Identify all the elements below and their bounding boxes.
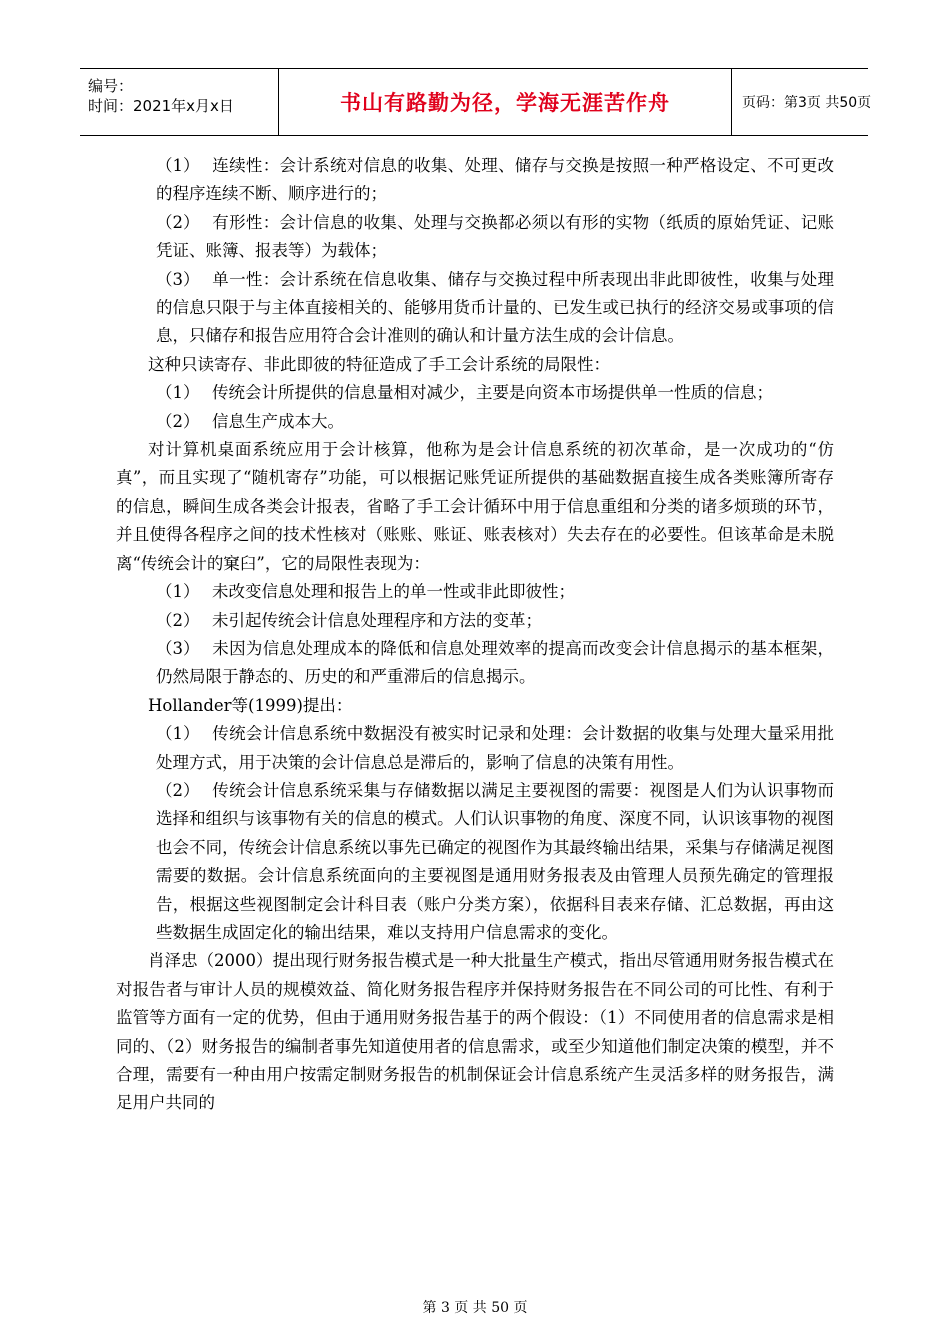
list-item [116,578,834,606]
list-item-text: 未改变信息处理和报告上的单一性或非此即彼性； [212,582,575,602]
body-paragraph: 这种只读寄存、非此即彼的特征造成了手工会计系统的局限性： [148,354,610,374]
list-item-number: （3） [156,638,200,658]
list-item [116,777,834,947]
list-item [116,720,834,777]
list-item [116,152,834,209]
list-item [116,266,834,351]
list-item-number: （2） [156,780,200,800]
list-item-text: 未因为信息处理成本的降低和信息处理效率的提高而改变会计信息揭示的基本框架，仍然局限于静态的、历史的和严重滞后的信息揭示。 [156,638,834,687]
page-header [80,68,872,136]
list-item-number: （2） [156,411,200,431]
page-footer: 第 3 页 共 50 页 [422,1300,528,1316]
list-item [116,408,834,436]
header-meta [80,69,278,135]
list-item [116,635,834,692]
list-item-text: 信息生产成本大。 [212,411,344,431]
list-item-text: 有形性：会计信息的收集、处理与交换都必须以有形的实物（纸质的原始凭证、记账凭证、账簿、报表等）为载体； [156,212,834,261]
list-item-number: （1） [156,724,200,744]
time-label: 时间：2021年x月x日 [88,97,234,115]
header-page-info [732,69,872,135]
list-item-number: （1） [156,383,200,403]
list-item-number: （2） [156,212,200,232]
body-paragraph: 对计算机桌面系统应用于会计核算，他称为是会计信息系统的初次革命，是一次成功的“仿真”，而且实现了“随机寄存”功能，可以根据记账凭证所提供的基础数据直接生成各类账簿所寄存的信息，瞬间生成各类会计报表，省略了手工会计循环中用于信息重组和分类的诸多烦琐的环节，并且使得各程序之间的技术性核对（账账、账证、账表核对）失去存在的必要性。但该革命是未脱离“传统会计的窠臼”，它的局限性表现为： [116,440,834,573]
body-paragraph: Hollander等(1999)提出： [148,695,353,715]
list-item-number: （2） [156,610,200,630]
list-item [116,209,834,266]
list-item-text: 传统会计信息系统中数据没有被实时记录和处理：会计数据的收集与处理大量采用批处理方式，用于决策的会计信息总是滞后的，影响了信息的决策有用性。 [156,724,834,772]
list-item-number: （1） [156,156,200,175]
list-item-number: （1） [156,582,200,602]
serial-label: 编号： [88,77,134,95]
list-item-text: 传统会计所提供的信息量相对减少，主要是向资本市场提供单一性质的信息； [212,383,773,403]
document-body [116,152,834,1118]
motto-text: 书山有路勤为径，学海无涯苦作舟 [340,91,670,115]
list-item-text: 未引起传统会计信息处理程序和方法的变革； [212,610,542,630]
list-item [116,607,834,635]
list-item-number: （3） [156,269,200,289]
page-info-text: 页码：第3页 共50页 [742,95,872,111]
list-item [116,379,834,407]
header-motto-cell [278,69,732,135]
list-item-text: 传统会计信息系统采集与存储数据以满足主要视图的需要：视图是人们为认识事物而选择和组织与该事物有关的信息的模式。人们认识事物的角度、深度不同，认识该事物的视图也会不同，传统会计信息系统以事先已确定的视图作为其最终输出结果，采集与存储满足视图需要的数据。会计信息系统面向的主要视图是通用财务报表及由管理人员预先确定的管理报告，根据这些视图制定会计科目表（账户分类方案），依据科目表来存储、汇总数据，再由这些数据生成固定化的输出结果，难以支持用户信息需求的变化。 [156,780,834,942]
body-paragraph: 肖泽忠（2000）提出现行财务报告模式是一种大批量生产模式，指出尽管通用财务报告模式在对报告者与审计人员的规模效益、简化财务报告程序并保持财务报告在不同公司的可比性、有利于监管等方面有一定的优势，但由于通用财务报告基于的两个假设：（1）不同使用者的信息需求是相同的、（2）财务报告的编制者事先知道使用者的信息需求，或至少知道他们制定决策的模型，并不合理，需要有一种由用户按需定制财务报告的机制保证会计信息系统产生灵活多样的财务报告，满足用户共同的 [116,951,834,1113]
list-item-text: 连续性：会计系统对信息的收集、处理、储存与交换是按照一种严格设定、不可更改的程序连续不断、顺序进行的； [156,156,834,204]
list-item-text: 单一性：会计系统在信息收集、储存与交换过程中所表现出非此即彼性，收集与处理的信息只限于与主体直接相关的、能够用货币计量的、已发生或已执行的经济交易或事项的信息，只储存和报告应用符合会计准则的确认和计量方法生成的会计信息。 [156,269,834,346]
